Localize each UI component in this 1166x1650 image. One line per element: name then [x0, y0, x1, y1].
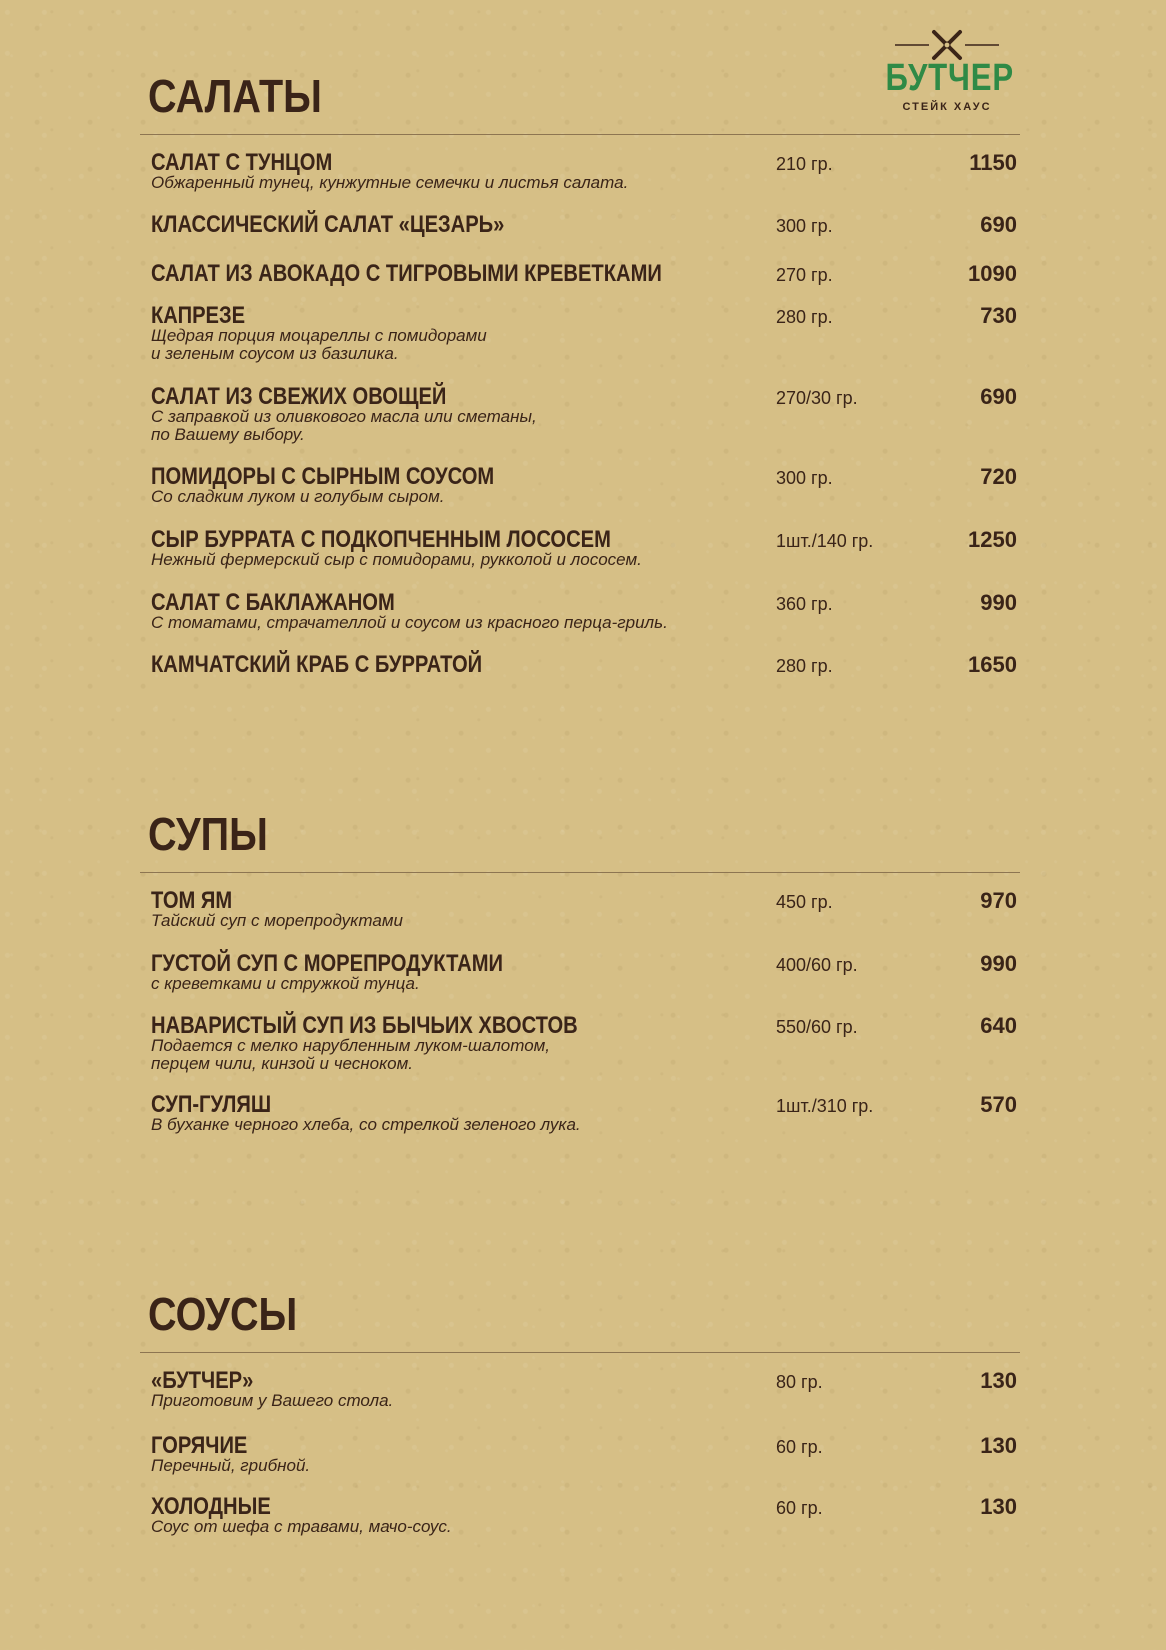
section-divider — [140, 872, 1020, 873]
section-title: СУПЫ — [148, 808, 268, 860]
item-price: 130 — [980, 1494, 1017, 1519]
brand-subtitle: СТЕЙК ХАУС — [902, 101, 992, 113]
item-weight: 360 гр. — [776, 594, 833, 614]
section-divider — [140, 134, 1020, 135]
item-weight: 60 гр. — [776, 1437, 823, 1457]
item-weight: 300 гр. — [776, 216, 833, 236]
item-weight: 550/60 гр. — [776, 1017, 858, 1037]
item-name: ХОЛОДНЫЕ — [151, 1493, 271, 1520]
item-price: 570 — [980, 1092, 1017, 1117]
item-name: ТОМ ЯМ — [151, 887, 233, 914]
item-name: САЛАТ С БАКЛАЖАНОМ — [151, 589, 395, 616]
item-price: 720 — [980, 464, 1017, 489]
item-name: СУП-ГУЛЯШ — [151, 1091, 272, 1118]
item-price: 730 — [980, 303, 1017, 328]
item-name: САЛАТ С ТУНЦОМ — [151, 149, 333, 176]
item-description: В буханке черного хлеба, со стрелкой зеленого лука. — [151, 1115, 581, 1134]
item-name: КЛАССИЧЕСКИЙ САЛАТ «ЦЕЗАРЬ» — [151, 211, 505, 238]
item-description: Тайский суп с морепродуктами — [151, 911, 403, 930]
item-price: 970 — [980, 888, 1017, 913]
item-weight: 400/60 гр. — [776, 955, 858, 975]
item-weight: 60 гр. — [776, 1498, 823, 1518]
item-description: Приготовим у Вашего стола. — [151, 1391, 394, 1410]
item-price: 990 — [980, 951, 1017, 976]
section-title: САЛАТЫ — [148, 70, 322, 122]
item-name: ГОРЯЧИЕ — [151, 1432, 248, 1459]
item-name: СЫР БУРРАТА С ПОДКОПЧЕННЫМ ЛОСОСЕМ — [151, 526, 611, 553]
item-price: 640 — [980, 1013, 1017, 1038]
item-weight: 210 гр. — [776, 154, 833, 174]
brand-name: БУТЧЕР — [885, 57, 1014, 99]
item-price: 130 — [980, 1368, 1017, 1393]
item-weight: 1шт./310 гр. — [776, 1096, 874, 1116]
section-divider — [140, 1352, 1020, 1353]
item-description: Щедрая порция моцареллы с помидорами и зеленым соусом из базилика. — [151, 326, 487, 363]
item-name: «БУТЧЕР» — [151, 1367, 254, 1394]
item-price: 1150 — [969, 150, 1017, 175]
item-weight: 280 гр. — [776, 656, 833, 676]
item-weight: 300 гр. — [776, 468, 833, 488]
item-description: Перечный, грибной. — [151, 1456, 311, 1475]
item-weight: 270 гр. — [776, 265, 833, 285]
item-weight: 280 гр. — [776, 307, 833, 327]
item-description: Нежный фермерский сыр с помидорами, рукколой и лососем. — [151, 550, 642, 569]
item-weight: 450 гр. — [776, 892, 833, 912]
item-name: КАПРЕЗЕ — [151, 302, 246, 329]
item-description: Обжаренный тунец, кунжутные семечки и листья салата. — [151, 173, 629, 192]
item-name: САЛАТ ИЗ СВЕЖИХ ОВОЩЕЙ — [151, 383, 447, 410]
item-name: САЛАТ ИЗ АВОКАДО С ТИГРОВЫМИ КРЕВЕТКАМИ — [151, 260, 662, 287]
item-price: 690 — [980, 212, 1017, 237]
item-description: Соус от шефа с травами, мачо-соус. — [151, 1517, 452, 1536]
item-name: НАВАРИСТЫЙ СУП ИЗ БЫЧЬИХ ХВОСТОВ — [151, 1012, 578, 1039]
item-weight: 270/30 гр. — [776, 388, 858, 408]
item-description: Со сладким луком и голубым сыром. — [151, 487, 445, 506]
item-name: КАМЧАТСКИЙ КРАБ С БУРРАТОЙ — [151, 651, 483, 678]
section-title: СОУСЫ — [148, 1288, 298, 1340]
item-description: Подается с мелко нарубленным луком-шалотом, перцем чили, кинзой и чесноком. — [151, 1036, 551, 1073]
item-price: 1090 — [968, 261, 1017, 286]
item-description: С томатами, страчателлой и соусом из красного перца-гриль. — [151, 613, 668, 632]
item-weight: 80 гр. — [776, 1372, 823, 1392]
brand-logo — [872, 28, 1022, 120]
item-price: 690 — [980, 384, 1017, 409]
item-weight: 1шт./140 гр. — [776, 531, 874, 551]
item-description: С заправкой из оливкового масла или сметаны, по Вашему выбору. — [151, 407, 537, 444]
item-price: 1650 — [968, 652, 1017, 677]
item-name: ГУСТОЙ СУП С МОРЕПРОДУКТАМИ — [151, 950, 503, 977]
item-price: 1250 — [968, 527, 1017, 552]
item-name: ПОМИДОРЫ С СЫРНЫМ СОУСОМ — [151, 463, 495, 490]
item-price: 990 — [980, 590, 1017, 615]
item-price: 130 — [980, 1433, 1017, 1458]
item-description: с креветками и стружкой тунца. — [151, 974, 420, 993]
